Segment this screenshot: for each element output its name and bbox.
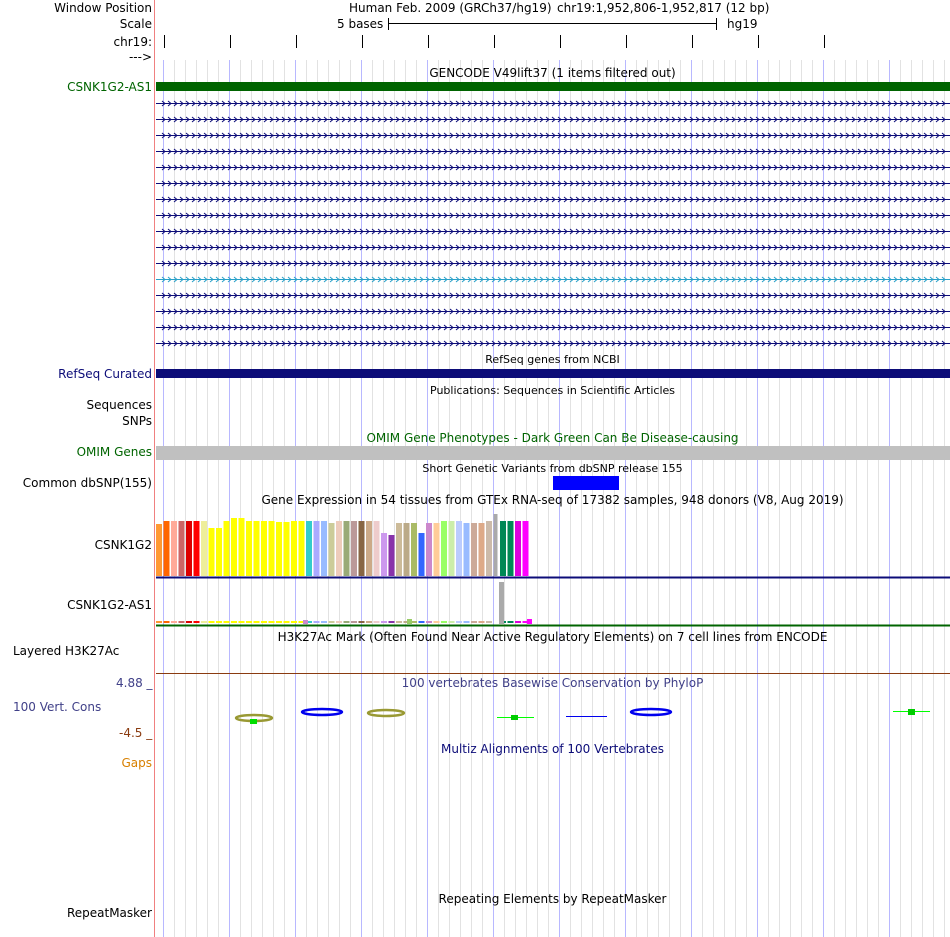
gtex-tissue-bar[interactable] <box>156 524 162 576</box>
gtex-tissue-bar[interactable] <box>299 521 305 576</box>
repeatmasker-label[interactable]: RepeatMasker <box>66 906 152 920</box>
chrom-label: chr19: <box>113 35 152 49</box>
conservation-min-label: -4.5 _ <box>119 726 153 740</box>
gtex-tissue-bar[interactable] <box>321 521 327 576</box>
gtex-tissue-bar[interactable] <box>284 522 290 576</box>
gtex-tissue-bar[interactable] <box>508 521 514 576</box>
refseq-gene-bar[interactable] <box>156 369 950 378</box>
publications-snps-label[interactable]: SNPs <box>122 414 152 428</box>
gtex-tissue-bar[interactable] <box>231 518 237 576</box>
gtex-tissue-bar[interactable] <box>381 533 387 576</box>
gtex-tissue-bar[interactable] <box>359 521 365 576</box>
gtex-tissue-bar[interactable] <box>254 521 260 576</box>
gtex-tissue-bar[interactable] <box>494 514 498 576</box>
dbsnp-track-title[interactable]: Short Genetic Variants from dbSNP release 155 <box>422 462 683 475</box>
gtex-tissue-bar[interactable] <box>500 521 506 576</box>
gtex-tissue-bar[interactable] <box>209 621 215 623</box>
scale-text: 5 bases <box>337 17 384 31</box>
layered-h3k27ac-label[interactable]: Layered H3K27Ac <box>13 644 120 658</box>
conservation-track-title[interactable]: 100 vertebrates Basewise Conservation by PhyloP <box>401 676 704 690</box>
multiz-track-title[interactable]: Multiz Alignments of 100 Vertebrates <box>440 742 665 756</box>
omim-genes-label[interactable]: OMIM Genes <box>76 445 152 459</box>
gtex-tissue-bar[interactable] <box>291 521 297 576</box>
h3k27ac-track-title[interactable]: H3K27Ac Mark (Often Found Near Active Regulatory Elements) on 7 cell lines from ENCODE <box>277 630 828 644</box>
gtex-tissue-bar[interactable] <box>321 621 327 623</box>
conservation-base-glyph <box>368 710 404 716</box>
gtex-tissue-bar[interactable] <box>179 521 185 576</box>
publications-track-title[interactable]: Publications: Sequences in Scientific Articles <box>430 384 675 397</box>
gtex-tissue-bar[interactable] <box>479 523 485 576</box>
gtex-tissue-bar[interactable] <box>419 533 425 576</box>
gtex-tissue-bar[interactable] <box>329 523 335 576</box>
gtex-tissue-bar[interactable] <box>456 521 462 576</box>
gtex-tissue-bar[interactable] <box>164 621 170 623</box>
gtex-tissue-bar[interactable] <box>426 523 432 576</box>
gtex-tissue-bar[interactable] <box>359 621 365 623</box>
gtex-tissue-bar[interactable] <box>239 621 245 623</box>
gtex-gene2-label[interactable]: CSNK1G2-AS1 <box>67 598 152 612</box>
window-position-label: Window Position <box>54 1 152 15</box>
gtex-tissue-bar[interactable] <box>209 528 215 576</box>
gtex-tissue-bar[interactable] <box>276 621 282 623</box>
gtex-tissue-bar[interactable] <box>336 521 342 576</box>
gtex-tissue-bar[interactable] <box>508 621 514 623</box>
gtex-tissue-bar[interactable] <box>404 523 410 576</box>
gtex-tissue-bar[interactable] <box>306 521 312 576</box>
gtex-tissue-bar[interactable] <box>246 521 252 576</box>
gtex-tissue-bar[interactable] <box>314 521 320 576</box>
gtex-tissue-bar[interactable] <box>284 621 290 623</box>
gtex-tissue-bar[interactable] <box>276 522 282 576</box>
gtex-tissue-bar[interactable] <box>464 523 470 576</box>
strand-label: ---> <box>128 50 152 64</box>
gtex-tissue-bar[interactable] <box>171 521 177 576</box>
gtex-tissue-bar[interactable] <box>396 523 402 576</box>
gtex-tissue-bar[interactable] <box>351 521 357 576</box>
gtex-tissue-bar[interactable] <box>419 621 425 623</box>
gtex-tissue-bar[interactable] <box>254 621 260 623</box>
gtex-tissue-bar[interactable] <box>411 523 417 576</box>
gtex-tissue-bar[interactable] <box>186 521 192 576</box>
gtex-tissue-bar[interactable] <box>194 621 200 623</box>
db-text: hg19 <box>727 17 758 31</box>
gtex-tissue-bar[interactable] <box>374 621 380 623</box>
gtex-tissue-bar[interactable] <box>471 523 477 576</box>
gtex-tissue-bar[interactable] <box>269 621 275 623</box>
dbsnp-variant[interactable] <box>553 476 619 490</box>
gtex-tissue-bar[interactable] <box>486 521 492 576</box>
conservation-label[interactable]: 100 Vert. Cons <box>13 700 102 714</box>
gtex-tissue-bar[interactable] <box>179 621 185 623</box>
gtex-tissue-bar[interactable] <box>201 521 207 576</box>
gencode-track-title[interactable]: GENCODE V49lift37 (1 items filtered out) <box>429 66 676 80</box>
gtex-track-title[interactable]: Gene Expression in 54 tissues from GTEx RNA-seq of 17382 samples, 948 donors (V8, Aug 2019) <box>261 493 844 507</box>
gtex-tissue-bar[interactable] <box>374 521 380 576</box>
gtex-tissue-bar[interactable] <box>499 582 504 624</box>
gtex-tissue-bar[interactable] <box>269 521 275 576</box>
gtex-tissue-bar[interactable] <box>381 621 387 623</box>
position-text: chr19:1,952,806-1,952,817 (12 bp) <box>557 1 770 15</box>
gtex-tissue-bar[interactable] <box>314 621 320 623</box>
gtex-tissue-bar[interactable] <box>456 621 462 623</box>
gtex-tissue-bar[interactable] <box>366 621 372 623</box>
gtex-tissue-bar[interactable] <box>216 621 222 623</box>
gtex-tissue-bar[interactable] <box>434 621 440 623</box>
gtex-tissue-bar[interactable] <box>523 521 529 576</box>
gtex-tissue-bar[interactable] <box>407 619 412 624</box>
gtex-tissue-bar[interactable] <box>171 621 177 623</box>
omim-track-title[interactable]: OMIM Gene Phenotypes - Dark Green Can Be Disease-causing <box>366 431 739 445</box>
gtex-tissue-bar[interactable] <box>441 521 447 576</box>
gtex-tissue-bar[interactable] <box>527 619 532 624</box>
gene-label-csnk1g2-as1[interactable]: CSNK1G2-AS1 <box>67 80 152 94</box>
gtex-tissue-bar[interactable] <box>186 621 192 623</box>
gtex-tissue-bar[interactable] <box>303 620 308 624</box>
gene-bar-csnk1g2-as1[interactable] <box>156 82 950 91</box>
conservation-base-glyph <box>908 709 915 715</box>
gtex-tissue-bar[interactable] <box>164 521 170 576</box>
gtex-tissue-bar[interactable] <box>396 621 402 623</box>
gtex-tissue-bar[interactable] <box>464 621 470 623</box>
omim-gene-bar[interactable] <box>156 446 950 460</box>
conservation-base-glyph <box>631 709 671 715</box>
gtex-tissue-bar[interactable] <box>336 621 342 623</box>
gtex-tissue-bar[interactable] <box>366 521 372 576</box>
refseq-track-title[interactable]: RefSeq genes from NCBI <box>485 353 620 366</box>
gtex-tissue-bar[interactable] <box>479 621 485 623</box>
gtex-tissue-bar[interactable] <box>426 621 432 623</box>
gtex-tissue-bar[interactable] <box>224 621 230 623</box>
gtex-tissue-bar[interactable] <box>441 621 447 623</box>
gtex-tissue-bar[interactable] <box>389 535 395 576</box>
assembly-text: Human Feb. 2009 (GRCh37/hg19) <box>349 1 552 15</box>
gtex-tissue-bar[interactable] <box>261 621 267 623</box>
gtex-tissue-bar[interactable] <box>231 621 237 623</box>
scale-label: Scale <box>119 17 152 31</box>
gtex-tissue-bar[interactable] <box>246 621 252 623</box>
repeatmasker-track-title[interactable]: Repeating Elements by RepeatMasker <box>438 892 667 906</box>
gtex-tissue-bar[interactable] <box>434 523 440 576</box>
gtex-tissue-bar[interactable] <box>194 521 200 576</box>
gtex-tissue-bar[interactable] <box>471 621 477 623</box>
conservation-max-label: 4.88 _ <box>116 676 153 690</box>
gtex-tissue-bar[interactable] <box>486 621 492 623</box>
refseq-curated-label[interactable]: RefSeq Curated <box>58 367 152 381</box>
conservation-base-glyph <box>511 715 518 720</box>
gtex-tissue-bar[interactable] <box>389 621 395 623</box>
gtex-tissue-bar[interactable] <box>344 621 350 623</box>
gtex-tissue-bar[interactable] <box>351 621 357 623</box>
gtex-tissue-bar[interactable] <box>201 621 207 623</box>
gtex-gene1-label[interactable]: CSNK1G2 <box>94 538 152 552</box>
gtex-tissue-bar[interactable] <box>449 621 455 623</box>
conservation-base-glyph <box>302 709 342 715</box>
gtex-tissue-bar[interactable] <box>224 521 230 576</box>
gaps-label[interactable]: Gaps <box>121 756 152 770</box>
conservation-base-glyph <box>250 719 257 724</box>
gtex-tissue-bar[interactable] <box>515 621 521 623</box>
gtex-tissue-bar[interactable] <box>216 528 222 576</box>
publications-sequences-label[interactable]: Sequences <box>86 398 152 412</box>
gtex-tissue-bar[interactable] <box>291 621 297 623</box>
gtex-tissue-bar[interactable] <box>449 521 455 576</box>
gtex-tissue-bar[interactable] <box>261 521 267 576</box>
gtex-tissue-bar[interactable] <box>239 518 245 576</box>
gtex-tissue-bar[interactable] <box>515 521 521 576</box>
gtex-tissue-bar[interactable] <box>156 621 162 623</box>
gtex-tissue-bar[interactable] <box>344 521 350 576</box>
gtex-tissue-bar[interactable] <box>329 621 335 623</box>
common-dbsnp-label[interactable]: Common dbSNP(155) <box>22 476 152 490</box>
